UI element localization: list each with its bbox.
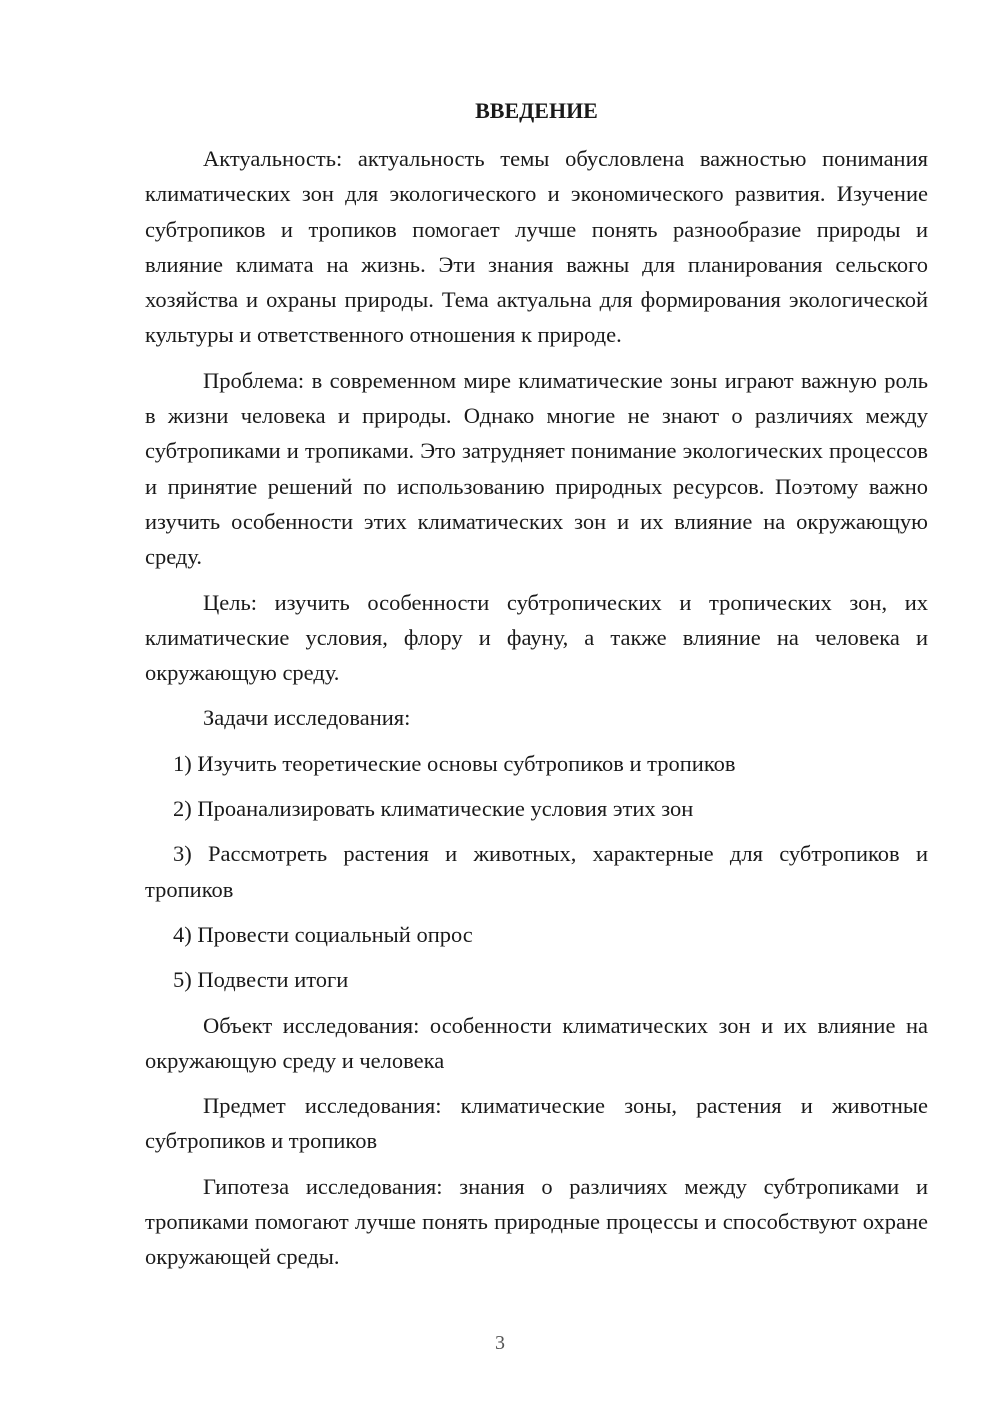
task-item-5: 5) Подвести итоги bbox=[173, 967, 349, 993]
page-title: ВВЕДЕНИЕ bbox=[475, 98, 598, 123]
task-item-4: 4) Провести социальный опрос bbox=[173, 921, 473, 947]
document-body bbox=[145, 141, 928, 1285]
paragraph-object: Объект исследования: особенности климатических зон и их влияние на окружающую среду и человека bbox=[145, 1012, 928, 1073]
paragraph-relevance: Актуальность: актуальность темы обусловлена важностью понимания климатических зон для экологического и экономического развития. Изучение субтропиков и тропиков помогает лучше понять разнообразие природы и влияние климата на жизнь. Эти знания важны для планирования сельского хозяйства и охраны природы. Тема актуальна для формирования экологической культуры и ответственного отношения к природе. bbox=[145, 146, 928, 348]
paragraph-hypothesis: Гипотеза исследования: знания о различиях между субтропиками и тропиками помогают лучше понять природные процессы и способствуют охране окружающей среды. bbox=[145, 1173, 928, 1270]
paragraph-problem: Проблема: в современном мире климатические зоны играют важную роль в жизни человека и природы. Однако многие не знают о различиях между субтропиками и тропиками. Это затрудняет понимание экологических процессов и принятие решений по использованию природных ресурсов. Поэтому важно изучить особенности этих климатических зон и их влияние на окружающую среду. bbox=[145, 367, 928, 570]
task-item-2: 2) Проанализировать климатические условия этих зон bbox=[173, 796, 694, 822]
task-item-1: 1) Изучить теоретические основы субтропиков и тропиков bbox=[173, 750, 736, 776]
page-number: 3 bbox=[495, 1332, 505, 1354]
paragraph-tasks-heading: Задачи исследования: bbox=[203, 705, 411, 731]
paragraph-subject: Предмет исследования: климатические зоны, растения и животные субтропиков и тропиков bbox=[145, 1093, 928, 1154]
task-item-3: 3) Рассмотреть растения и животных, характерные для субтропиков и тропиков bbox=[145, 841, 928, 902]
paragraph-goal: Цель: изучить особенности субтропических и тропических зон, их климатические условия, флору и фауну, а также влияние на человека и окружающую среду. bbox=[145, 589, 928, 686]
